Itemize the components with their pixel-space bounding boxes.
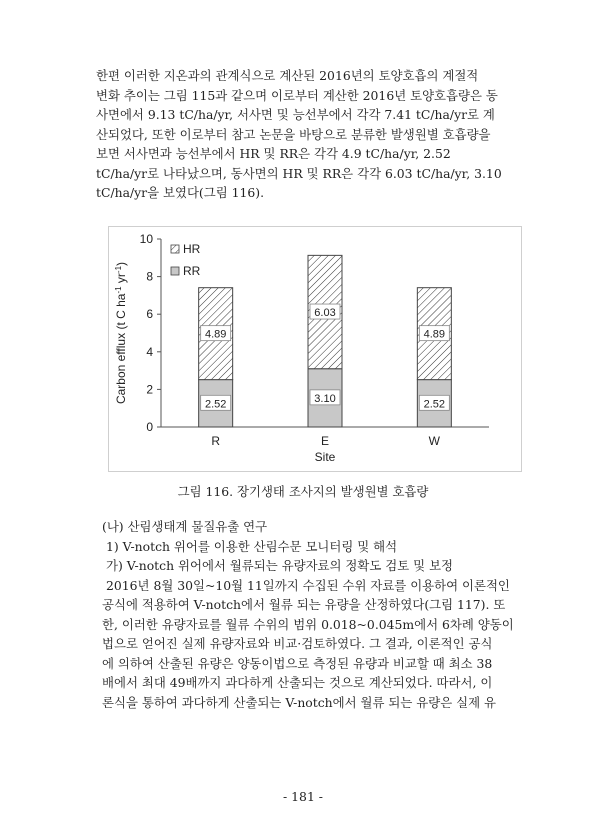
section-heading: (나) 산림생태계 물질유출 연구 xyxy=(102,519,268,534)
section-text xyxy=(102,517,532,712)
intro-line: 사면에서 9.13 tC/ha/yr, 서사면 및 능선부에서 각각 7.41 tC/ha/yr로 계 xyxy=(96,107,495,122)
x-tick-label: E xyxy=(320,434,330,448)
data-label-rr: 2.52 xyxy=(204,398,227,411)
intro-line: 보면 서사면과 능선부에서 HR 및 RR은 각각 4.9 tC/ha/yr, 2.52 xyxy=(96,146,451,161)
legend-swatch-hr xyxy=(171,245,179,253)
body-line: 론식을 통하여 과다하게 산출되는 V-notch에서 월류 되는 유량은 실제 유 xyxy=(102,694,496,710)
body-line: 법으로 얻어진 실제 유량자료와 비교·검토하였다. 그 결과, 이론적인 공식 xyxy=(102,636,493,651)
body-line: 배에서 최대 49배까지 과다하게 산출되는 것으로 계산되었다. 따라서, 이 xyxy=(102,675,493,690)
body-line: 2016년 8월 30일~10월 11일까지 수집된 수위 자료를 이용하여 이론적인 xyxy=(106,577,510,593)
data-label-hr: 6.03 xyxy=(314,307,336,320)
body-line: 에 의하여 산출된 유량은 양동이법으로 측정된 유량과 비교할 때 최소 38 xyxy=(102,655,493,671)
y-tick-label: 4 xyxy=(146,344,153,359)
legend-swatch-rr xyxy=(171,267,179,275)
intro-paragraph xyxy=(96,66,522,203)
stacked-bar-chart xyxy=(108,226,522,472)
body-line: 한, 이러한 유량자료를 월류 수위의 범위 0.018~0.045m에서 6차례 양동이 xyxy=(102,616,514,632)
body-line: 공식에 적용하여 V-notch에서 월류 되는 유량을 산정하였다(그림 117). 또 xyxy=(102,597,506,612)
legend-label-hr: HR xyxy=(183,242,201,256)
x-tick-label: W xyxy=(428,434,440,448)
page-number: - 181 - xyxy=(283,789,323,804)
y-tick-label: 8 xyxy=(146,269,153,284)
y-tick-label: 0 xyxy=(146,420,153,434)
figure-caption: 그림 116. 장기생태 조사지의 발생원별 호흡량 xyxy=(177,484,429,499)
subsection-heading: 1) V-notch 위어를 이용한 산림수문 모니터링 및 해석 xyxy=(106,538,398,554)
y-tick-label: 2 xyxy=(146,382,153,397)
intro-line: 산되었다, 또한 이로부터 참고 논문을 바탕으로 분류한 발생원별 호흡량을 xyxy=(96,126,491,142)
intro-line: tC/ha/yr을 보였다(그림 116). xyxy=(96,185,265,200)
data-label-rr: 3.10 xyxy=(314,392,336,405)
data-label-hr: 4.89 xyxy=(204,328,227,341)
data-label-hr: 4.89 xyxy=(423,328,446,341)
y-tick-label: 6 xyxy=(146,307,153,322)
x-axis-label: Site xyxy=(314,450,336,464)
chart-svg xyxy=(109,227,521,471)
data-label-rr: 2.52 xyxy=(423,398,446,411)
intro-line: 한편 이러한 지온과의 관계식으로 계산된 2016년의 토양호흡의 계절적 xyxy=(96,68,479,83)
y-tick-label: 10 xyxy=(139,232,153,246)
legend-label-rr: RR xyxy=(183,264,201,278)
y-axis-label: Carbon efflux (t C $ha^{-1}$ $yr^{-1}$) xyxy=(113,261,128,405)
intro-line: 변화 추이는 그림 115과 같으며 이로부터 계산한 2016년 토양호흡량은 동 xyxy=(96,87,498,103)
x-tick-label: R xyxy=(211,434,221,448)
intro-line: tC/ha/yr로 나타났으며, 동사면의 HR 및 RR은 각각 6.03 tC/ha/yr, 3.10 xyxy=(96,165,502,181)
subsubsection-heading: 가) V-notch 위어에서 월류되는 유량자료의 정확도 검토 및 보정 xyxy=(106,558,454,573)
